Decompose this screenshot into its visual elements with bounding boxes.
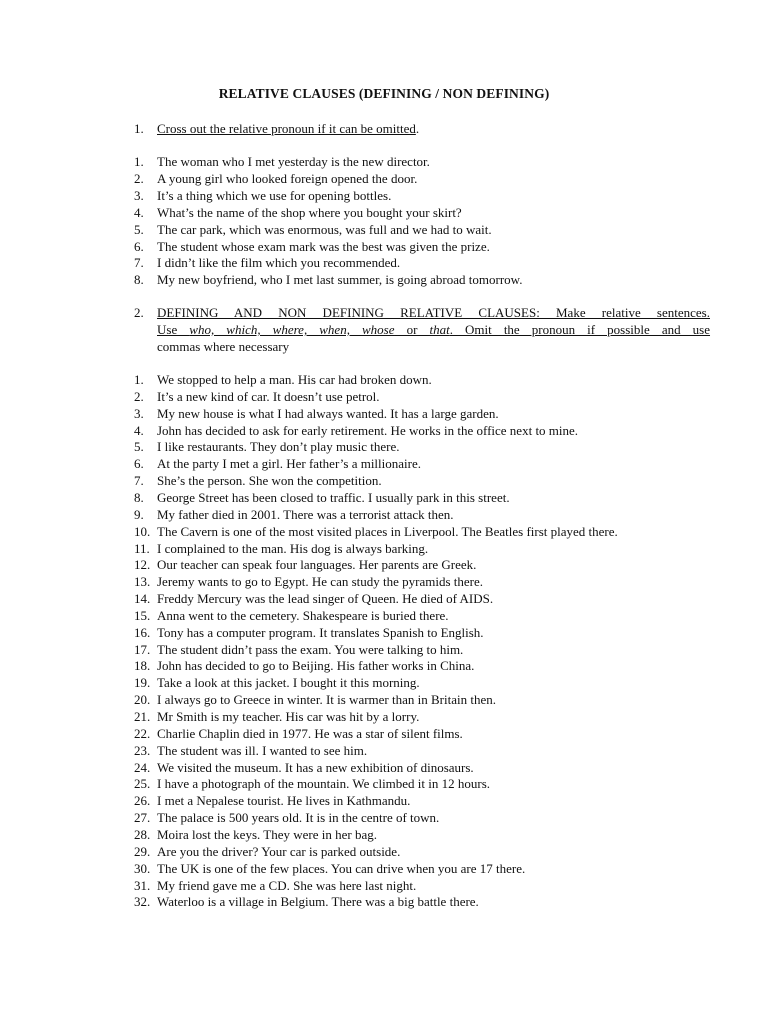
section2-item bbox=[134, 422, 714, 439]
section2-item-text: Tony has a computer program. It translates Spanish to English. bbox=[157, 624, 484, 640]
section2-item-number: 13. bbox=[134, 574, 151, 590]
section2-item-number: 25. bbox=[134, 776, 151, 792]
section1-heading bbox=[134, 120, 714, 137]
section2-item bbox=[134, 472, 714, 489]
section2-item bbox=[134, 455, 714, 472]
section2-instruction-line1: DEFINING AND NON DEFINING RELATIVE CLAUSES: Make relative sentences. bbox=[157, 305, 710, 320]
section2-that: that bbox=[429, 322, 450, 337]
section2-line2-post: . Omit the pronoun if possible and use bbox=[449, 322, 711, 337]
section2-item-number: 5. bbox=[134, 439, 144, 455]
section2-item-text: George Street has been closed to traffic. I usually park in this street. bbox=[157, 489, 510, 505]
section2-item-text: I like restaurants. They don’t play music there. bbox=[157, 439, 400, 455]
section1-item-text: A young girl who looked foreign opened the door. bbox=[157, 170, 418, 186]
section1-item bbox=[134, 153, 714, 170]
section1-item bbox=[134, 204, 714, 221]
section1-item bbox=[134, 187, 714, 204]
section1-item-number: 2. bbox=[134, 170, 144, 186]
section1-item-number: 3. bbox=[134, 187, 144, 203]
section1-item bbox=[134, 254, 714, 271]
section2-item-text: The Cavern is one of the most visited places in Liverpool. The Beatles first played there. bbox=[157, 523, 618, 539]
section1-item bbox=[134, 170, 714, 187]
section2-item-number: 12. bbox=[134, 557, 151, 573]
section2-item-text: Take a look at this jacket. I bought it this morning. bbox=[157, 675, 420, 691]
section2-item-text: The UK is one of the few places. You can drive when you are 17 there. bbox=[157, 860, 526, 876]
section2-item-text: At the party I met a girl. Her father’s a millionaire. bbox=[157, 456, 421, 472]
section2-item-text: I complained to the man. His dog is always barking. bbox=[157, 540, 429, 556]
section2-item-number: 2. bbox=[134, 388, 144, 404]
section2-item bbox=[134, 590, 714, 607]
section2-item-number: 31. bbox=[134, 877, 151, 893]
section2-item-number: 26. bbox=[134, 793, 151, 809]
section1-item-text: I didn’t like the film which you recommended. bbox=[157, 255, 401, 271]
section2-item bbox=[134, 657, 714, 674]
section2-item bbox=[134, 860, 714, 877]
section2-item bbox=[134, 742, 714, 759]
section2-item bbox=[134, 624, 714, 641]
section2-pronouns: who, which, where, when, whose bbox=[189, 322, 395, 337]
section2-item-number: 4. bbox=[134, 422, 144, 438]
section2-item-text: She’s the person. She won the competition. bbox=[157, 473, 382, 489]
section2-item-text: Mr Smith is my teacher. His car was hit by a lorry. bbox=[157, 709, 420, 724]
section2-item-text: Waterloo is a village in Belgium. There was a big battle there. bbox=[157, 894, 479, 910]
section2-item bbox=[134, 371, 714, 388]
section2-item-number: 18. bbox=[134, 658, 151, 674]
section2-item-number: 30. bbox=[134, 860, 151, 876]
section2-item bbox=[134, 809, 714, 826]
section1-item-number: 5. bbox=[134, 221, 144, 237]
section2-item-number: 14. bbox=[134, 591, 151, 607]
section2-item-number: 19. bbox=[134, 675, 151, 691]
section2-item-number: 29. bbox=[134, 843, 151, 859]
section2-item bbox=[134, 708, 714, 725]
section2-item-number: 7. bbox=[134, 473, 144, 489]
section2-item bbox=[134, 388, 714, 405]
section2-item-text: John has decided to ask for early retirement. He works in the office next to mine. bbox=[157, 422, 579, 438]
page-title: RELATIVE CLAUSES (DEFINING / NON DEFINING) bbox=[218, 86, 550, 101]
section2-item-number: 6. bbox=[134, 456, 144, 472]
section2-item-number: 32. bbox=[134, 894, 151, 910]
section2-item-text: My friend gave me a CD. She was here last night. bbox=[157, 877, 417, 893]
section2-or: or bbox=[394, 322, 430, 337]
section2-item-number: 16. bbox=[134, 624, 151, 640]
section2-item bbox=[134, 725, 714, 742]
section2-item-number: 17. bbox=[134, 641, 151, 657]
section2-item-number: 9. bbox=[134, 506, 144, 522]
section2-instruction-line3: commas where necessary bbox=[157, 339, 290, 354]
section1-item-text: My new boyfriend, who I met last summer, is going abroad tomorrow. bbox=[157, 272, 523, 288]
section2-item-number: 8. bbox=[134, 489, 144, 505]
section2-item-number: 3. bbox=[134, 405, 144, 421]
section2-item-text: My father died in 2001. There was a terrorist attack then. bbox=[157, 506, 454, 522]
section2-instruction bbox=[157, 304, 710, 355]
section1-item bbox=[134, 221, 714, 238]
section2-item bbox=[134, 843, 714, 860]
section2-item-text: Charlie Chaplin died in 1977. He was a star of silent films. bbox=[157, 725, 463, 741]
section1-item-number: 6. bbox=[134, 238, 144, 254]
section2-item bbox=[134, 438, 714, 455]
section2-item-number: 11. bbox=[134, 540, 150, 556]
section1-item-text: The woman who I met yesterday is the new director. bbox=[157, 154, 430, 169]
section1-item-number: 8. bbox=[134, 272, 144, 288]
section1-item-text: It’s a thing which we use for opening bottles. bbox=[157, 187, 392, 203]
section2-item-number: 1. bbox=[134, 372, 144, 387]
section1-item-number: 4. bbox=[134, 204, 144, 220]
section2-item bbox=[134, 792, 714, 809]
section2-item-number: 22. bbox=[134, 725, 151, 741]
section2-item-text: Moira lost the keys. They were in her bag. bbox=[157, 826, 377, 842]
section2-item bbox=[134, 893, 714, 910]
section2-item bbox=[134, 405, 714, 422]
section2-item-number: 28. bbox=[134, 826, 151, 842]
section2-item bbox=[134, 691, 714, 708]
section2-item-text: It’s a new kind of car. It doesn’t use petrol. bbox=[157, 388, 380, 404]
section2-line2-pre: Use bbox=[157, 322, 190, 337]
section2-item-text: We visited the museum. It has a new exhibition of dinosaurs. bbox=[157, 759, 474, 775]
section2-item bbox=[134, 775, 714, 792]
section2-item bbox=[134, 573, 714, 590]
section2-instruction-line2 bbox=[157, 321, 710, 338]
section2-item bbox=[134, 556, 714, 573]
section2-item-text: We stopped to help a man. His car had broken down. bbox=[157, 372, 432, 387]
section1-instruction-period: . bbox=[415, 121, 420, 136]
section2-item-text: Are you the driver? Your car is parked outside. bbox=[157, 843, 401, 859]
section2-number: 2. bbox=[134, 305, 144, 320]
section1-item-text: The car park, which was enormous, was full and we had to wait. bbox=[157, 221, 492, 237]
section2-item-text: The palace is 500 years old. It is in the centre of town. bbox=[157, 810, 440, 826]
section1-item-number: 1. bbox=[134, 154, 144, 169]
section2-item bbox=[134, 540, 714, 557]
section2-item-text: Anna went to the cemetery. Shakespeare is buried there. bbox=[157, 607, 449, 623]
section2-item-number: 21. bbox=[134, 709, 151, 724]
section2-item-text: Jeremy wants to go to Egypt. He can study the pyramids there. bbox=[157, 574, 484, 590]
section1-number: 1. bbox=[134, 121, 144, 136]
section2-item-number: 27. bbox=[134, 810, 151, 826]
section2-item-text: John has decided to go to Beijing. His father works in China. bbox=[157, 658, 475, 674]
section2-item-text: The student was ill. I wanted to see him. bbox=[157, 742, 368, 758]
section2-item-number: 24. bbox=[134, 759, 151, 775]
section2-item bbox=[134, 674, 714, 691]
section2-item-text: I have a photograph of the mountain. We climbed it in 12 hours. bbox=[157, 776, 491, 792]
section1-item bbox=[134, 238, 714, 255]
section2-item-number: 20. bbox=[134, 692, 151, 708]
section2-item bbox=[134, 506, 714, 523]
section2-item bbox=[134, 523, 714, 540]
section2-item-text: I always go to Greece in winter. It is warmer than in Britain then. bbox=[157, 692, 496, 708]
section2-item-number: 23. bbox=[134, 742, 151, 758]
section1-instruction-line bbox=[157, 120, 419, 137]
section2-item-number: 10. bbox=[134, 523, 151, 539]
section2-item-text: Our teacher can speak four languages. Her parents are Greek. bbox=[157, 557, 477, 573]
section1-instruction: Cross out the relative pronoun if it can be omitted bbox=[157, 121, 416, 136]
section1-item-number: 7. bbox=[134, 255, 144, 271]
section2-item-text: The student didn’t pass the exam. You were talking to him. bbox=[157, 641, 464, 657]
section2-item bbox=[134, 607, 714, 624]
section2-item bbox=[134, 877, 714, 894]
section2-item bbox=[134, 489, 714, 506]
section2-item-number: 15. bbox=[134, 607, 151, 623]
section2-item bbox=[134, 759, 714, 776]
section2-item-text: My new house is what I had always wanted. It has a large garden. bbox=[157, 405, 499, 421]
section1-item bbox=[134, 271, 714, 288]
section2-item-text: Freddy Mercury was the lead singer of Queen. He died of AIDS. bbox=[157, 591, 494, 607]
section1-item-text: The student whose exam mark was the best was given the prize. bbox=[157, 238, 490, 254]
section2-item bbox=[134, 641, 714, 658]
section2-item-text: I met a Nepalese tourist. He lives in Kathmandu. bbox=[157, 793, 411, 809]
section2-item bbox=[134, 826, 714, 843]
section1-item-text: What’s the name of the shop where you bought your skirt? bbox=[157, 204, 462, 220]
